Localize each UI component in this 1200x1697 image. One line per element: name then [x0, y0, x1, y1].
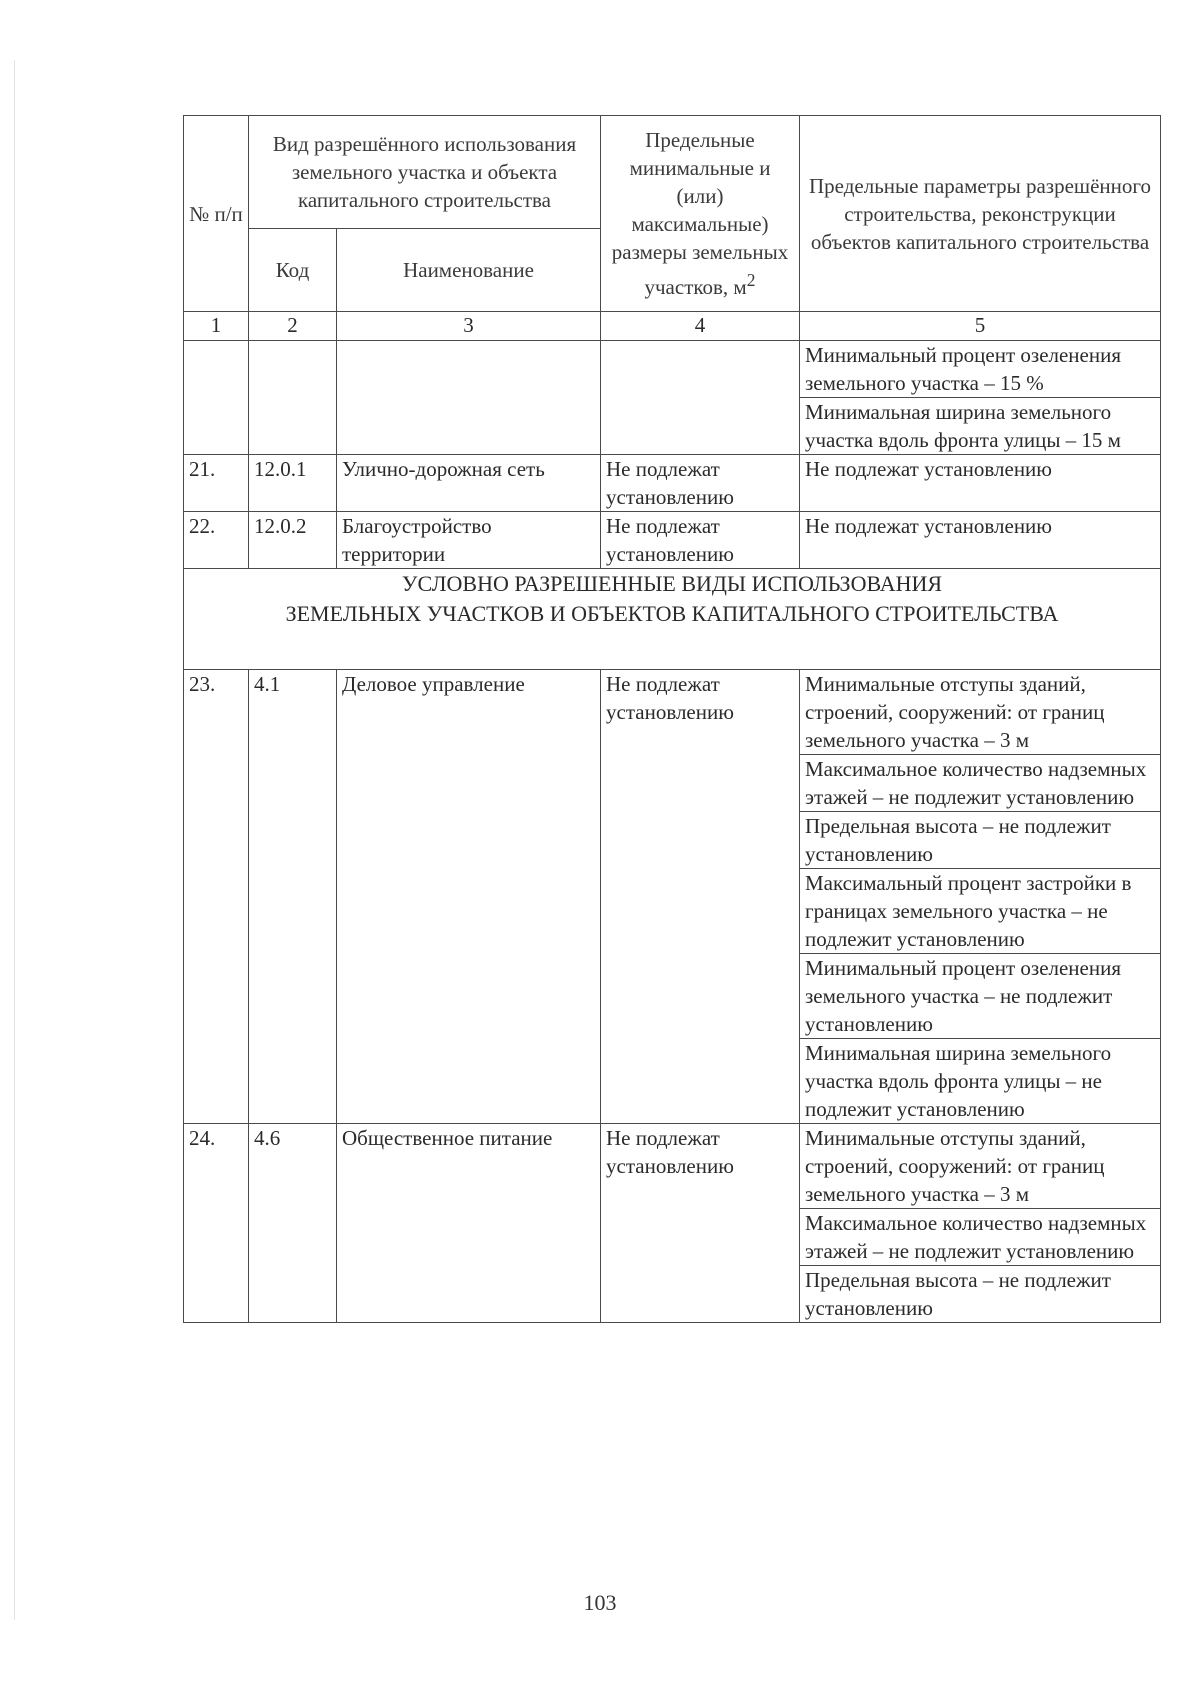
column-number: 4 — [601, 312, 800, 341]
cell-name: Деловое управление — [337, 670, 601, 1124]
cell-name: Улично-дорожная сеть — [337, 455, 601, 512]
table-row — [184, 341, 1161, 398]
cell-param: Не подлежат установлению — [800, 512, 1161, 569]
cell-size-empty — [601, 341, 800, 455]
cell-param: Минимальная ширина земельного участка вдоль фронта улицы – 15 м — [800, 398, 1161, 455]
cell-param: Предельная высота – не подлежит установлению — [800, 1266, 1161, 1323]
column-number: 5 — [800, 312, 1161, 341]
cell-code: 12.0.1 — [249, 455, 337, 512]
cell-param: Максимальное количество надземных этажей – не подлежит установлению — [800, 1209, 1161, 1266]
cell-num: 24. — [184, 1124, 249, 1323]
cell-name: Общественное питание — [337, 1124, 601, 1323]
header-params: Предельные параметры разрешённого строительства, реконструкции объектов капитального строительства — [800, 116, 1161, 312]
header-plot-size-part2: размеры земельных участков, м — [611, 240, 789, 299]
cell-code: 12.0.2 — [249, 512, 337, 569]
header-code: Код — [249, 229, 337, 312]
cell-param: Минимальный процент озеленения земельного участка – не подлежит установлению — [800, 954, 1161, 1039]
header-name: Наименование — [337, 229, 601, 312]
header-plot-size-part1: Предельные минимальные и (или) максимальные) — [629, 128, 771, 236]
cell-param: Максимальное количество надземных этажей – не подлежит установлению — [800, 755, 1161, 812]
cell-param: Минимальный процент озеленения земельного участка – 15 % — [800, 341, 1161, 398]
cell-size: Не подлежат установлению — [601, 455, 800, 512]
cell-size: Не подлежат установлению — [601, 670, 800, 1124]
column-number: 2 — [249, 312, 337, 341]
page-number: 103 — [583, 1590, 617, 1615]
cell-size: Не подлежат установлению — [601, 1124, 800, 1323]
table-row — [184, 512, 1161, 569]
cell-num: 23. — [184, 670, 249, 1124]
cell-param: Предельная высота – не подлежит установлению — [800, 812, 1161, 869]
cell-name-empty — [337, 341, 601, 455]
cell-param: Не подлежат установлению — [800, 455, 1161, 512]
section-title — [184, 569, 1161, 670]
cell-code: 4.6 — [249, 1124, 337, 1323]
section-title-line: ЗЕМЕЛЬНЫХ УЧАСТКОВ И ОБЪЕКТОВ КАПИТАЛЬНОГО СТРОИТЕЛЬСТВА — [285, 601, 1059, 626]
cell-param: Максимальный процент застройки в границах земельного участка – не подлежит установлению — [800, 869, 1161, 954]
header-permitted-use: Вид разрешённого использования земельного участка и объекта капитального строительства — [249, 116, 601, 229]
cell-code: 4.1 — [249, 670, 337, 1124]
cell-num: 21. — [184, 455, 249, 512]
table-row — [184, 455, 1161, 512]
cell-code-empty — [249, 341, 337, 455]
table-row — [184, 670, 1161, 755]
cell-num-empty — [184, 341, 249, 455]
column-number: 1 — [184, 312, 249, 341]
section-title-line: УСЛОВНО РАЗРЕШЕННЫЕ ВИДЫ ИСПОЛЬЗОВАНИЯ — [401, 571, 943, 596]
column-numbers-row — [184, 312, 1161, 341]
cell-param: Минимальные отступы зданий, строений, сооружений: от границ земельного участка – 3 м — [800, 670, 1161, 755]
cell-num: 22. — [184, 512, 249, 569]
scan-margin-line — [14, 60, 15, 1620]
header-plot-size — [601, 116, 800, 312]
cell-param: Минимальная ширина земельного участка вдоль фронта улицы – не подлежит установлению — [800, 1039, 1161, 1124]
cell-size: Не подлежат установлению — [601, 512, 800, 569]
section-row — [184, 569, 1161, 670]
header-plot-size-exponent: 2 — [746, 270, 756, 290]
table-row — [184, 1124, 1161, 1209]
cell-param: Минимальные отступы зданий, строений, сооружений: от границ земельного участка – 3 м — [800, 1124, 1161, 1209]
header-num: № п/п — [184, 116, 249, 312]
land-use-table — [183, 115, 1161, 1323]
cell-name: Благоустройство территории — [337, 512, 601, 569]
column-number: 3 — [337, 312, 601, 341]
